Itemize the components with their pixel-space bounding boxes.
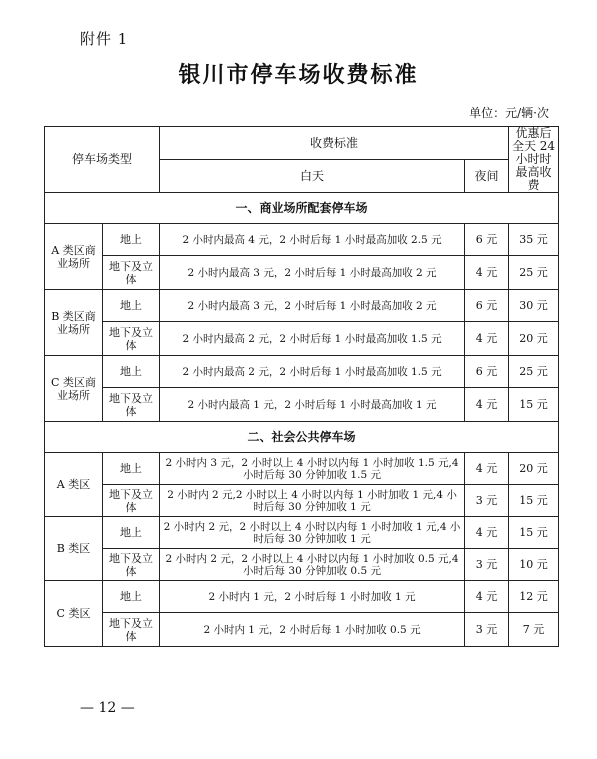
day-fee-cell: 2 小时内最高 2 元，2 小时后每 1 小时最高加收 1.5 元 <box>160 356 465 388</box>
header-daily-max: 优惠后全天 24 小时时最高收费 <box>509 127 559 193</box>
max-fee-cell: 20 元 <box>509 453 559 485</box>
day-fee-cell: 2 小时内最高 2 元，2 小时后每 1 小时最高加收 1.5 元 <box>160 322 465 356</box>
day-fee-cell: 2 小时内 2 元，2 小时以上 4 小时以内每 1 小时加收 0.5 元,4 小时后每 30 分钟加收 0.5 元 <box>160 549 465 581</box>
header-type: 停车场类型 <box>45 127 160 193</box>
subtype-cell: 地下及立体 <box>103 549 160 581</box>
max-fee-cell: 10 元 <box>509 549 559 581</box>
max-fee-cell: 12 元 <box>509 581 559 613</box>
day-fee-cell: 2 小时内 2 元,2 小时以上 4 小时以内每 1 小时加收 1 元,4 小时后每 30 分钟加收 1 元 <box>160 485 465 517</box>
night-fee-cell: 6 元 <box>465 356 509 388</box>
day-fee-cell: 2 小时内最高 4 元，2 小时后每 1 小时最高加收 2.5 元 <box>160 224 465 256</box>
night-fee-cell: 4 元 <box>465 517 509 549</box>
day-fee-cell: 2 小时内 1 元，2 小时后每 1 小时加收 1 元 <box>160 581 465 613</box>
subtype-cell: 地上 <box>103 224 160 256</box>
attachment-label: 附件 1 <box>80 30 129 48</box>
subtype-cell: 地上 <box>103 517 160 549</box>
header-night: 夜间 <box>465 160 509 193</box>
fee-table <box>44 126 559 647</box>
max-fee-cell: 30 元 <box>509 290 559 322</box>
max-fee-cell: 25 元 <box>509 256 559 290</box>
night-fee-cell: 3 元 <box>465 613 509 647</box>
subtype-cell: 地下及立体 <box>103 613 160 647</box>
max-fee-cell: 7 元 <box>509 613 559 647</box>
max-fee-cell: 25 元 <box>509 356 559 388</box>
header-fee-standard: 收费标准 <box>160 127 509 160</box>
day-fee-cell: 2 小时内最高 3 元，2 小时后每 1 小时最高加收 2 元 <box>160 256 465 290</box>
subtype-cell: 地下及立体 <box>103 256 160 290</box>
section-title: 二、社会公共停车场 <box>45 422 559 453</box>
day-fee-cell: 2 小时内最高 3 元，2 小时后每 1 小时最高加收 2 元 <box>160 290 465 322</box>
subtype-cell: 地下及立体 <box>103 322 160 356</box>
category-cell: A 类区商业场所 <box>45 224 103 290</box>
subtype-cell: 地下及立体 <box>103 485 160 517</box>
night-fee-cell: 3 元 <box>465 485 509 517</box>
subtype-cell: 地下及立体 <box>103 388 160 422</box>
night-fee-cell: 6 元 <box>465 224 509 256</box>
night-fee-cell: 3 元 <box>465 549 509 581</box>
day-fee-cell: 2 小时内 3 元，2 小时以上 4 小时以内每 1 小时加收 1.5 元,4 小时后每 30 分钟加收 1.5 元 <box>160 453 465 485</box>
category-cell: B 类区商业场所 <box>45 290 103 356</box>
page-number: — 12 — <box>80 700 135 716</box>
night-fee-cell: 4 元 <box>465 581 509 613</box>
page-title: 银川市停车场收费标准 <box>178 63 419 88</box>
night-fee-cell: 6 元 <box>465 290 509 322</box>
category-cell: B 类区 <box>45 517 103 581</box>
max-fee-cell: 35 元 <box>509 224 559 256</box>
day-fee-cell: 2 小时内 2 元，2 小时以上 4 小时以内每 1 小时加收 1 元,4 小时后每 30 分钟加收 1 元 <box>160 517 465 549</box>
header-day: 白天 <box>160 160 465 193</box>
night-fee-cell: 4 元 <box>465 388 509 422</box>
night-fee-cell: 4 元 <box>465 256 509 290</box>
unit-note: 单位：元/辆·次 <box>469 106 549 120</box>
subtype-cell: 地上 <box>103 581 160 613</box>
category-cell: C 类区 <box>45 581 103 647</box>
category-cell: C 类区商业场所 <box>45 356 103 422</box>
subtype-cell: 地上 <box>103 356 160 388</box>
max-fee-cell: 15 元 <box>509 485 559 517</box>
night-fee-cell: 4 元 <box>465 453 509 485</box>
night-fee-cell: 4 元 <box>465 322 509 356</box>
subtype-cell: 地上 <box>103 290 160 322</box>
subtype-cell: 地上 <box>103 453 160 485</box>
max-fee-cell: 15 元 <box>509 517 559 549</box>
category-cell: A 类区 <box>45 453 103 517</box>
max-fee-cell: 20 元 <box>509 322 559 356</box>
day-fee-cell: 2 小时内最高 1 元，2 小时后每 1 小时最高加收 1 元 <box>160 388 465 422</box>
max-fee-cell: 15 元 <box>509 388 559 422</box>
section-title: 一、商业场所配套停车场 <box>45 193 559 224</box>
day-fee-cell: 2 小时内 1 元，2 小时后每 1 小时加收 0.5 元 <box>160 613 465 647</box>
